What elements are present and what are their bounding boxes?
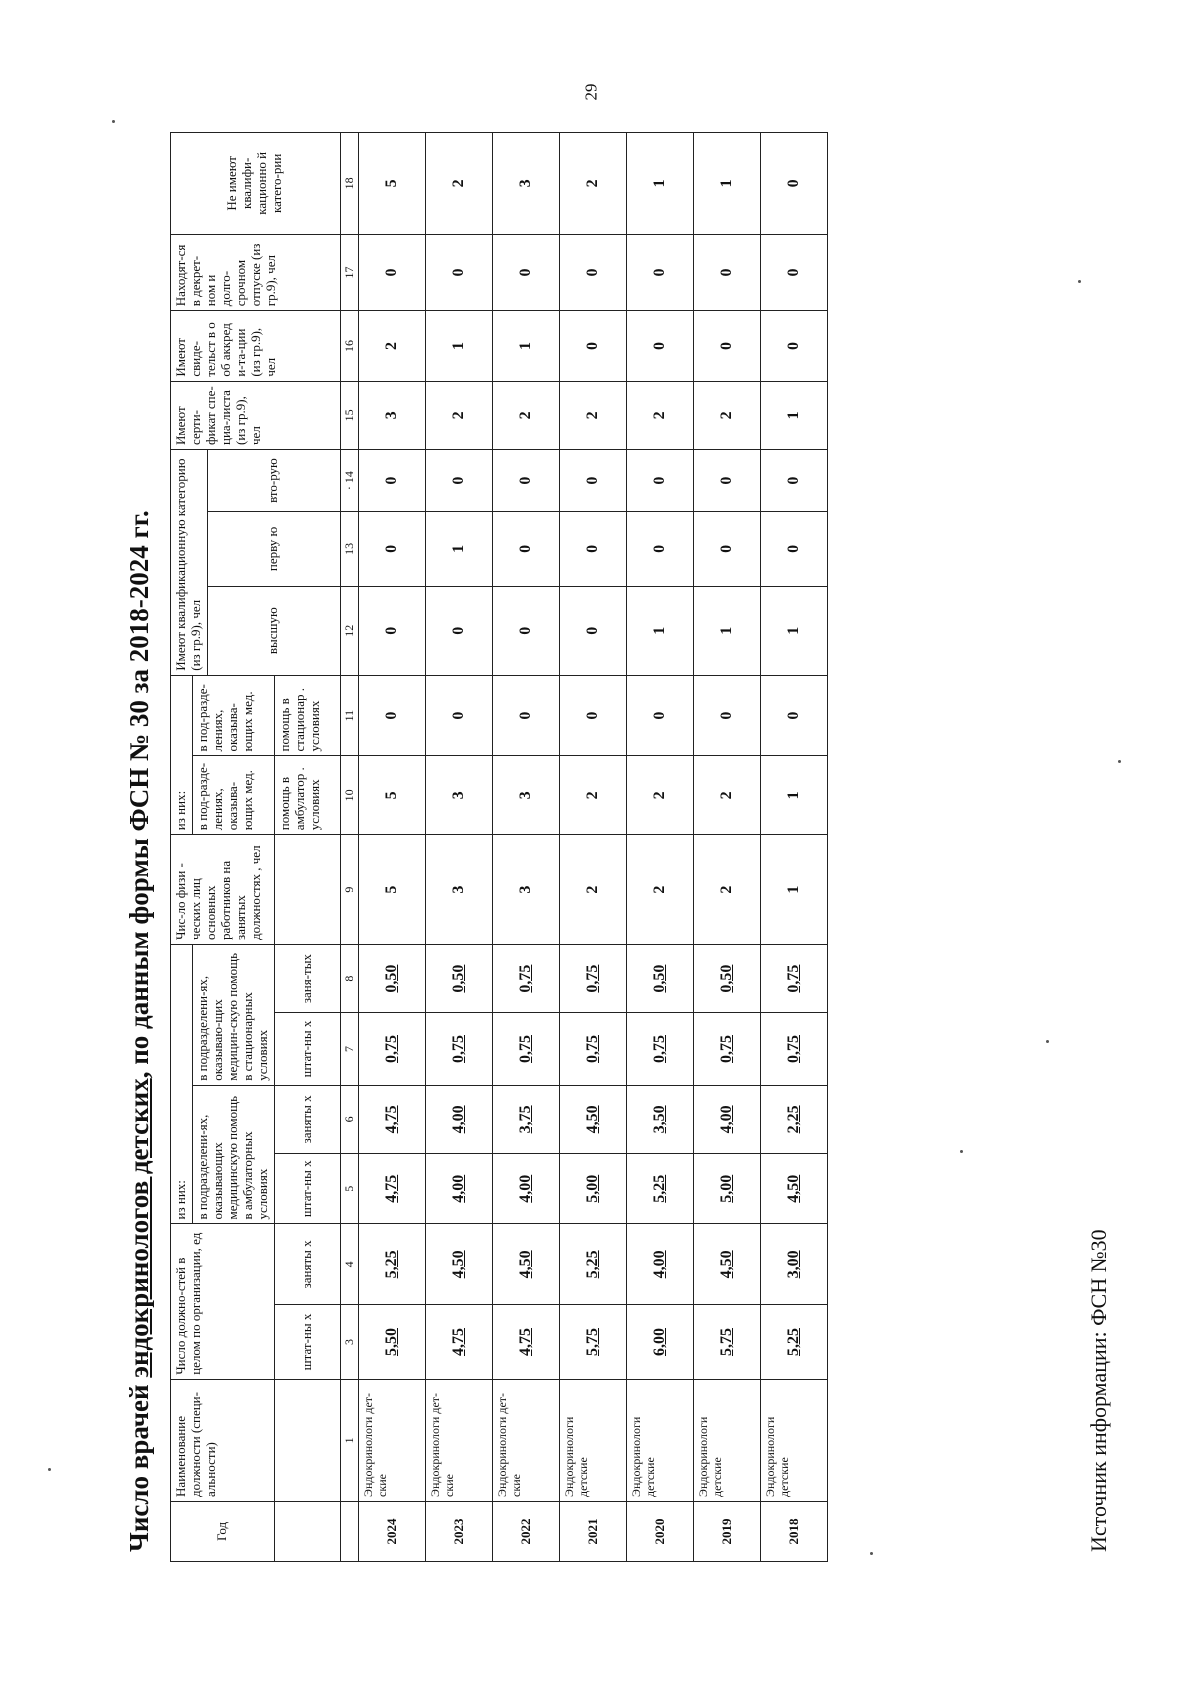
column-number-row (340, 133, 359, 1562)
position-name-cell: Эндокринологи дет-ские (359, 1379, 426, 1501)
header-first: перву ю (207, 512, 340, 587)
header-occupied-stat: заня-тых (274, 944, 340, 1012)
header-no-category: Не имеют квалифи-кационно й катего-рии (171, 133, 341, 235)
value-cell-c5: 4,50 (761, 1154, 828, 1224)
value-cell-c7: 0,75 (560, 1013, 627, 1085)
title-suffix: , по данным формы ФСН № 30 за 2018-2024 гг. (124, 510, 154, 1079)
year-cell: 2019 (694, 1501, 761, 1561)
value-cell-c10: 3 (426, 756, 493, 835)
header-maternity: Находят-ся в декрет-ном и долго-срочном отпуске (из гр.9), чел (171, 234, 341, 311)
value-cell-c18: 2 (426, 133, 493, 235)
value-cell-c5: 4,00 (426, 1154, 493, 1224)
header-row-1 (171, 133, 193, 1562)
value-cell-c12: 1 (627, 586, 694, 675)
header-staff-amb: штат-ны х (274, 1154, 340, 1224)
table-row (359, 133, 426, 1562)
col-num: 3 (340, 1305, 359, 1380)
value-cell-c15: 2 (426, 381, 493, 449)
header-of-them2: из них: (171, 675, 193, 834)
value-cell-c6: 4,00 (426, 1085, 493, 1153)
value-cell-c10: 2 (694, 756, 761, 835)
col-num: 4 (340, 1224, 359, 1305)
value-cell-c17: 0 (761, 234, 828, 311)
value-cell-c3: 5,50 (359, 1305, 426, 1380)
value-cell-c6: 4,00 (694, 1085, 761, 1153)
value-cell-c17: 0 (694, 234, 761, 311)
position-name-cell: Эндокринологи детские (694, 1379, 761, 1501)
value-cell-c13: 0 (761, 512, 828, 587)
value-cell-c14: 0 (493, 449, 560, 511)
position-name-cell: Эндокринологи детские (761, 1379, 828, 1501)
value-cell-c5: 4,75 (359, 1154, 426, 1224)
year-cell: 2022 (493, 1501, 560, 1561)
value-cell-c5: 5,25 (627, 1154, 694, 1224)
col-num (340, 1501, 359, 1561)
header-stat-units: в под-разде-лениях, оказыва-ющих мед. (192, 675, 274, 756)
report-table (170, 132, 828, 1562)
value-cell-c11: 0 (426, 675, 493, 756)
value-cell-c13: 0 (627, 512, 694, 587)
position-name-cell: Эндокринологи дет-ские (493, 1379, 560, 1501)
value-cell-c10: 2 (560, 756, 627, 835)
value-cell-c3: 4,75 (493, 1305, 560, 1380)
value-cell-c14: 0 (627, 449, 694, 511)
col-num: 5 (340, 1154, 359, 1224)
value-cell-c8: 0,50 (694, 944, 761, 1012)
header-highest: высшую (207, 586, 340, 675)
title-prefix: Число врачей (124, 1377, 154, 1552)
header-stationary: в подразделени-ях, оказываю-щих медицин-скую помощь в стационарных условиях (192, 944, 274, 1085)
value-cell-c8: 0,50 (426, 944, 493, 1012)
value-cell-c18: 2 (560, 133, 627, 235)
value-cell-c12: 1 (694, 586, 761, 675)
table-row (493, 133, 560, 1562)
value-cell-c5: 5,00 (694, 1154, 761, 1224)
col-num: 6 (340, 1085, 359, 1153)
value-cell-c9: 1 (761, 835, 828, 945)
value-cell-c10: 1 (761, 756, 828, 835)
col-num: 15 (340, 381, 359, 449)
value-cell-c12: 0 (493, 586, 560, 675)
value-cell-c14: 0 (694, 449, 761, 511)
value-cell-c7: 0,75 (761, 1013, 828, 1085)
value-cell-c5: 4,00 (493, 1154, 560, 1224)
value-cell-c7: 0,75 (359, 1013, 426, 1085)
col-num: 18 (340, 133, 359, 235)
col-num: 11 (340, 675, 359, 756)
value-cell-c9: 5 (359, 835, 426, 945)
value-cell-c9: 2 (560, 835, 627, 945)
header-year: Год (171, 1501, 275, 1561)
value-cell-c17: 0 (627, 234, 694, 311)
header-positions-total: Число должно-стей в целом по организации, ед (171, 1224, 275, 1379)
value-cell-c11: 0 (761, 675, 828, 756)
value-cell-c12: 0 (426, 586, 493, 675)
value-cell-c8: 0,75 (493, 944, 560, 1012)
col-num: 12 (340, 586, 359, 675)
value-cell-c4: 4,00 (627, 1224, 694, 1305)
position-name-cell: Эндокринологи детские (560, 1379, 627, 1501)
value-cell-c15: 1 (761, 381, 828, 449)
value-cell-c17: 0 (359, 234, 426, 311)
value-cell-c11: 0 (694, 675, 761, 756)
value-cell-c3: 4,75 (426, 1305, 493, 1380)
col-num: 16 (340, 311, 359, 381)
value-cell-c14: 0 (426, 449, 493, 511)
value-cell-c6: 2,25 (761, 1085, 828, 1153)
value-cell-c13: 0 (560, 512, 627, 587)
header-physicians: Чис-ло физи - ческих лиц основных работников на занятых должностях , чел (171, 835, 275, 945)
value-cell-c7: 0,75 (426, 1013, 493, 1085)
value-cell-c8: 0,50 (359, 944, 426, 1012)
header-amb-units: в под-разде-лениях, оказыва-ющих мед. (192, 756, 274, 835)
header-blank-9 (274, 835, 340, 945)
value-cell-c15: 2 (560, 381, 627, 449)
value-cell-c16: 1 (493, 311, 560, 381)
col-num: 8 (340, 944, 359, 1012)
col-num: 17 (340, 234, 359, 311)
value-cell-c11: 0 (560, 675, 627, 756)
value-cell-c16: 1 (426, 311, 493, 381)
header-ambulatory: в подразделени-ях, оказывающих медицинскую помощь в амбулаторных условиях (192, 1085, 274, 1224)
table-row (761, 133, 828, 1562)
header-blank-year (274, 1501, 340, 1561)
value-cell-c13: 1 (426, 512, 493, 587)
value-cell-c17: 0 (493, 234, 560, 311)
value-cell-c11: 0 (359, 675, 426, 756)
value-cell-c12: 0 (359, 586, 426, 675)
value-cell-c3: 5,75 (694, 1305, 761, 1380)
page-number: 29 (581, 83, 601, 101)
value-cell-c6: 4,50 (560, 1085, 627, 1153)
value-cell-c15: 3 (359, 381, 426, 449)
value-cell-c16: 2 (359, 311, 426, 381)
year-cell: 2018 (761, 1501, 828, 1561)
position-name-cell: Эндокринологи дет-ские (426, 1379, 493, 1501)
col-num: · 14 (340, 449, 359, 511)
value-cell-c16: 0 (761, 311, 828, 381)
value-cell-c4: 5,25 (359, 1224, 426, 1305)
table-row (694, 133, 761, 1562)
value-cell-c8: 0,50 (627, 944, 694, 1012)
value-cell-c11: 0 (627, 675, 694, 756)
position-name-cell: Эндокринологи детские (627, 1379, 694, 1501)
value-cell-c14: 0 (560, 449, 627, 511)
col-num: 13 (340, 512, 359, 587)
value-cell-c8: 0,75 (560, 944, 627, 1012)
page-title (124, 52, 155, 1552)
header-staff-stat: штат-ны х (274, 1013, 340, 1085)
header-position: Наименование должности (специ-альности) (171, 1379, 275, 1501)
value-cell-c7: 0,75 (694, 1013, 761, 1085)
value-cell-c18: 1 (694, 133, 761, 235)
value-cell-c13: 0 (493, 512, 560, 587)
source-note: Источник информации: ФСН №30 (1086, 1229, 1111, 1552)
value-cell-c4: 4,50 (426, 1224, 493, 1305)
table-row (560, 133, 627, 1562)
value-cell-c6: 4,75 (359, 1085, 426, 1153)
col-num: 10 (340, 756, 359, 835)
value-cell-c13: 0 (694, 512, 761, 587)
year-cell: 2024 (359, 1501, 426, 1561)
value-cell-c8: 0,75 (761, 944, 828, 1012)
header-specialist-cert: Имеют серти-фикат спе-циа-листа (из гр.9), чел (171, 381, 341, 449)
value-cell-c13: 0 (359, 512, 426, 587)
value-cell-c18: 0 (761, 133, 828, 235)
col-num: 7 (340, 1013, 359, 1085)
header-of-them: из них: (171, 944, 193, 1224)
value-cell-c15: 2 (493, 381, 560, 449)
col-num: 9 (340, 835, 359, 945)
header-occupied-amb: заняты х (274, 1085, 340, 1153)
value-cell-c4: 4,50 (694, 1224, 761, 1305)
header-occupied: заняты х (274, 1224, 340, 1305)
value-cell-c10: 2 (627, 756, 694, 835)
value-cell-c16: 0 (627, 311, 694, 381)
value-cell-c14: 0 (761, 449, 828, 511)
col-num: 1 (340, 1379, 359, 1501)
value-cell-c16: 0 (560, 311, 627, 381)
value-cell-c9: 3 (493, 835, 560, 945)
value-cell-c9: 2 (627, 835, 694, 945)
header-qual-category: Имеют квалификационную категорию (из гр.9), чел (171, 449, 208, 675)
data-rows (359, 133, 828, 1562)
title-underlined: эндокринологов детских (124, 1078, 154, 1378)
header-amb-help: помощь в амбулатор . условиях (274, 756, 340, 835)
rotated-content (118, 92, 1118, 1592)
table-row (627, 133, 694, 1562)
value-cell-c10: 3 (493, 756, 560, 835)
header-second: вто-рую (207, 449, 340, 511)
header-staff: штат-ны х (274, 1305, 340, 1380)
value-cell-c15: 2 (694, 381, 761, 449)
year-cell: 2020 (627, 1501, 694, 1561)
value-cell-c18: 3 (493, 133, 560, 235)
value-cell-c4: 3,00 (761, 1224, 828, 1305)
value-cell-c3: 5,75 (560, 1305, 627, 1380)
value-cell-c12: 0 (560, 586, 627, 675)
value-cell-c16: 0 (694, 311, 761, 381)
value-cell-c5: 5,00 (560, 1154, 627, 1224)
value-cell-c9: 3 (426, 835, 493, 945)
year-cell: 2023 (426, 1501, 493, 1561)
header-blank-name (274, 1379, 340, 1501)
value-cell-c18: 5 (359, 133, 426, 235)
value-cell-c4: 4,50 (493, 1224, 560, 1305)
value-cell-c11: 0 (493, 675, 560, 756)
value-cell-c6: 3,75 (493, 1085, 560, 1153)
value-cell-c17: 0 (560, 234, 627, 311)
value-cell-c14: 0 (359, 449, 426, 511)
value-cell-c7: 0,75 (627, 1013, 694, 1085)
value-cell-c18: 1 (627, 133, 694, 235)
value-cell-c6: 3,50 (627, 1085, 694, 1153)
value-cell-c3: 5,25 (761, 1305, 828, 1380)
header-accreditation: Имеют свиде-тельст в о об аккред и-та-ции (из гр.9), чел (171, 311, 341, 381)
value-cell-c15: 2 (627, 381, 694, 449)
value-cell-c17: 0 (426, 234, 493, 311)
value-cell-c12: 1 (761, 586, 828, 675)
value-cell-c7: 0,75 (493, 1013, 560, 1085)
value-cell-c10: 5 (359, 756, 426, 835)
value-cell-c4: 5,25 (560, 1224, 627, 1305)
value-cell-c9: 2 (694, 835, 761, 945)
year-cell: 2021 (560, 1501, 627, 1561)
table-row (426, 133, 493, 1562)
value-cell-c3: 6,00 (627, 1305, 694, 1380)
header-stat-help: помощь в стационар . условиях (274, 675, 340, 756)
